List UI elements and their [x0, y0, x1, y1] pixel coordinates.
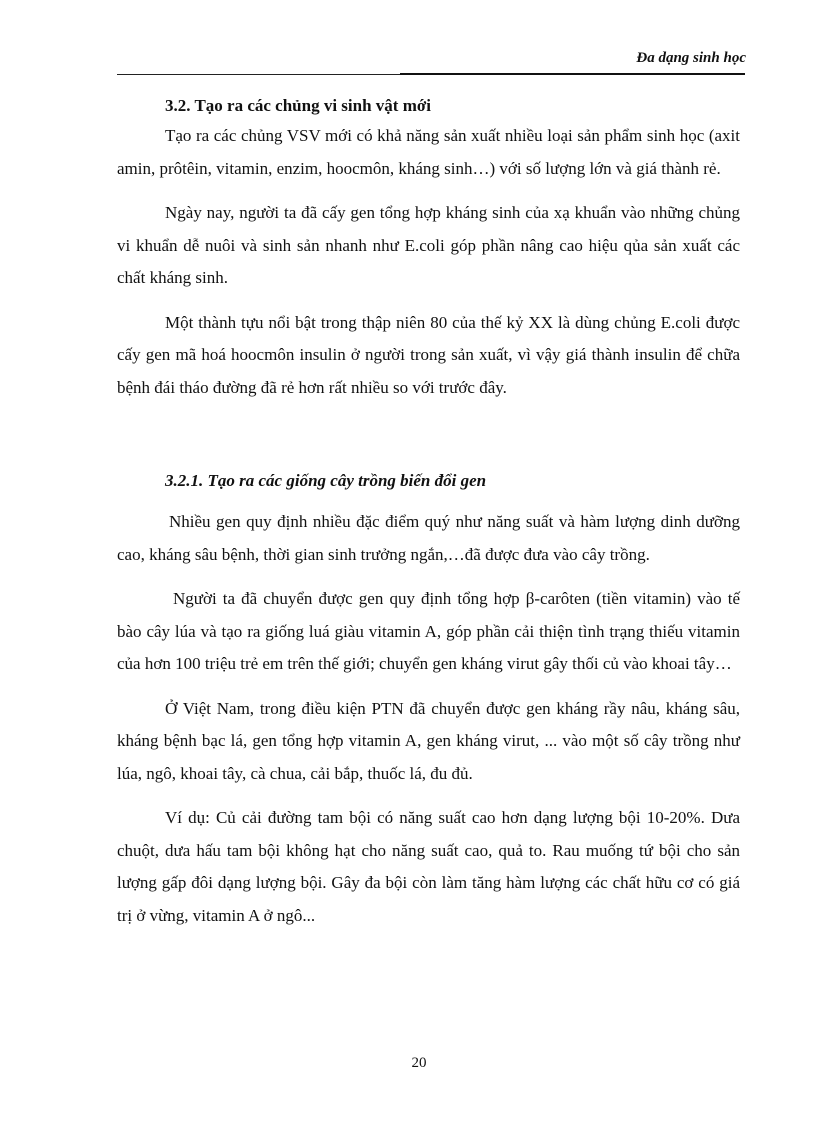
section-heading-3-2-1: 3.2.1. Tạo ra các giống cây trồng biến đổi gen: [165, 471, 487, 490]
paragraph: Ngày nay, người ta đã cấy gen tổng hợp kháng sinh của xạ khuẩn vào những chủng vi khuẩn dễ nuôi và sinh sản nhanh như E.coli góp phần nâng cao hiệu qủa sản xuất các chất kháng sinh.: [117, 203, 740, 287]
paragraph: Nhiều gen quy định nhiều đặc điểm quý như năng suất và hàm lượng dinh dưỡng cao, kháng sâu bệnh, thời gian sinh trưởng ngắn,…đã được đưa vào cây trồng.: [117, 512, 740, 564]
section-heading-3-2: 3.2. Tạo ra các chủng vi sinh vật mới: [165, 96, 432, 115]
paragraph: Một thành tựu nổi bật trong thập niên 80 của thế kỷ XX là dùng chủng E.coli được cấy gen mã hoá hoocmôn insulin ở người trong sản xuất, vì vậy giá thành insulin để chữa bệnh đái tháo đường đã rẻ hơn rất nhiều so với trước đây.: [117, 312, 740, 397]
paragraph: Tạo ra các chủng VSV mới có khả năng sản xuất nhiều loại sản phẩm sinh học (axit amin, prôtêin, vitamin, enzim, hoocmôn, kháng sinh…) với số lượng lớn và giá thành rẻ.: [117, 126, 740, 178]
header-divider-accent: [400, 73, 745, 75]
running-header-title: Đa dạng sinh học: [636, 50, 746, 66]
page-number: 20: [411, 1055, 427, 1071]
paragraph: Người ta đã chuyển được gen quy định tổng hợp β-carôten (tiền vitamin) vào tế bào cây lúa và tạo ra giống luá giàu vitamin A, góp phần cải thiện tình trạng thiếu vitamin của hơn 100 triệu trẻ em trên thế giới; chuyển gen kháng virut gây thối củ vào khoai tây…: [117, 589, 740, 673]
page-body: [117, 92, 740, 932]
paragraph: Ví dụ: Củ cải đường tam bội có năng suất cao hơn dạng lượng bội 10-20%. Dưa chuột, dưa hấu tam bội không hạt cho năng suất cao, quả to. Rau muống tứ bội cho sản lượng gấp đôi dạng lượng bội. Gây đa bội còn làm tăng hàm lượng các chất hữu cơ có giá trị ở vừng, vitamin A ở ngô...: [117, 808, 740, 925]
paragraph: Ở Việt Nam, trong điều kiện PTN đã chuyển được gen kháng rầy nâu, kháng sâu, kháng bệnh bạc lá, gen tổng hợp vitamin A, gen kháng virut, ... vào một số cây trồng như lúa, ngô, khoai tây, cà chua, cải bắp, thuốc lá, đu đủ.: [117, 698, 740, 783]
